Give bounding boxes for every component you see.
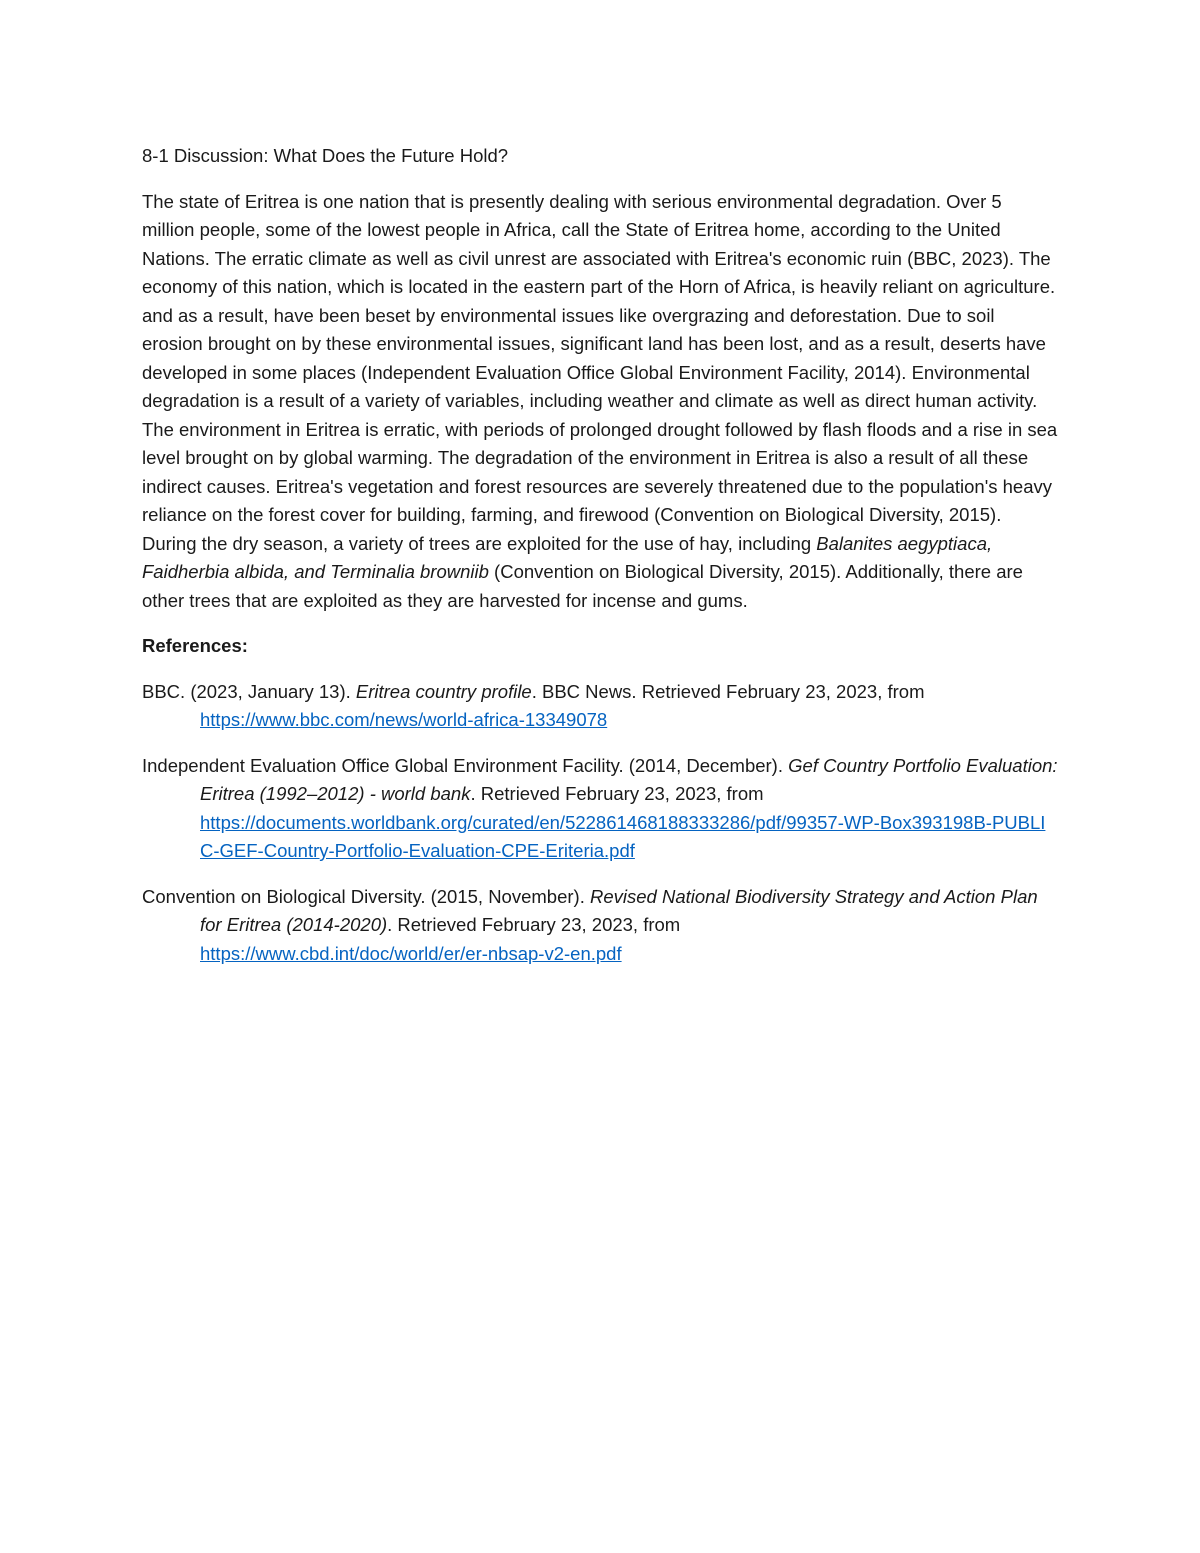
paragraph-text-part2: (Convention on Biological Diversity, 2015). Additionally, there are other trees that are exploited as they are harvested for incense and gums. [142,561,1023,611]
discussion-paragraph [142,188,1058,616]
reference-link-bbc[interactable]: https://www.bbc.com/news/world-africa-13349078 [200,709,608,730]
document-page [142,142,1058,985]
reference-item-bbc [142,678,1058,735]
reference-title: Eritrea country profile [355,680,532,702]
references-heading: References: [142,635,248,656]
reference-item-cbd [142,883,1058,969]
reference-tail: . BBC News. Retrieved February 23, 2023, from [531,680,925,702]
paragraph-text-part1: The state of Eritrea is one nation that is presently dealing with serious environmental degradation. Over 5 million people, some of the lowest people in Africa, call the State of Eritrea home, according to the United Nations. The erratic climate as well as civil unrest are associated with Eritrea's economic ruin (BBC, 2023). The economy of this nation, which is located in the eastern part of the Horn of Africa, is heavily reliant on agriculture. and as a result, have been beset by environmental issues like overgrazing and deforestation. Due to soil erosion brought on by these environmental issues, significant land has been lost, and as a result, deserts have developed in some places (Independent Evaluation Office Global Environment Facility, 2014). Environmental degradation is a result of a variety of variables, including weather and climate as well as direct human activity. The environment in Eritrea is erratic, with periods of prolonged drought followed by flash floods and a rise in sea level brought on by global warming. The degradation of the environment in Eritrea is also a result of all these indirect causes. Eritrea's vegetation and forest resources are severely threatened due to the population's heavy reliance on the forest cover for building, farming, and firewood (Convention on Biological Diversity, 2015). During the dry season, a variety of trees are exploited for the use of hay, including [142,190,1058,554]
reference-item-gef [142,752,1058,866]
reference-tail: . Retrieved February 23, 2023, from [470,783,764,804]
reference-title: Gef Country Portfolio Evaluation: Eritrea (1992–2012) - world bank [200,754,1058,804]
reference-lead: BBC. (2023, January 13). [142,680,356,702]
document-title: 8-1 Discussion: What Does the Future Hold? [142,145,509,166]
reference-lead: Independent Evaluation Office Global Environment Facility. (2014, December). [142,754,789,776]
species-names: Balanites aegyptiaca, Faidherbia albida, and Terminalia browniib [142,532,993,582]
reference-lead: Convention on Biological Diversity. (2015, November). [142,885,590,907]
reference-link-cbd[interactable]: https://www.cbd.int/doc/world/er/er-nbsap-v2-en.pdf [200,942,622,964]
reference-link-worldbank[interactable]: https://documents.worldbank.org/curated/en/522861468188333286/pdf/99357-WP-Box393198B-PUBLIC-GEF-Country-Portfolio-Evaluation-CPE-Eriteria.pdf [200,811,1046,861]
reference-tail: . Retrieved February 23, 2023, from [387,914,681,935]
reference-title: Revised National Biodiversity Strategy and Action Plan for Eritrea (2014-2020) [200,885,1038,935]
